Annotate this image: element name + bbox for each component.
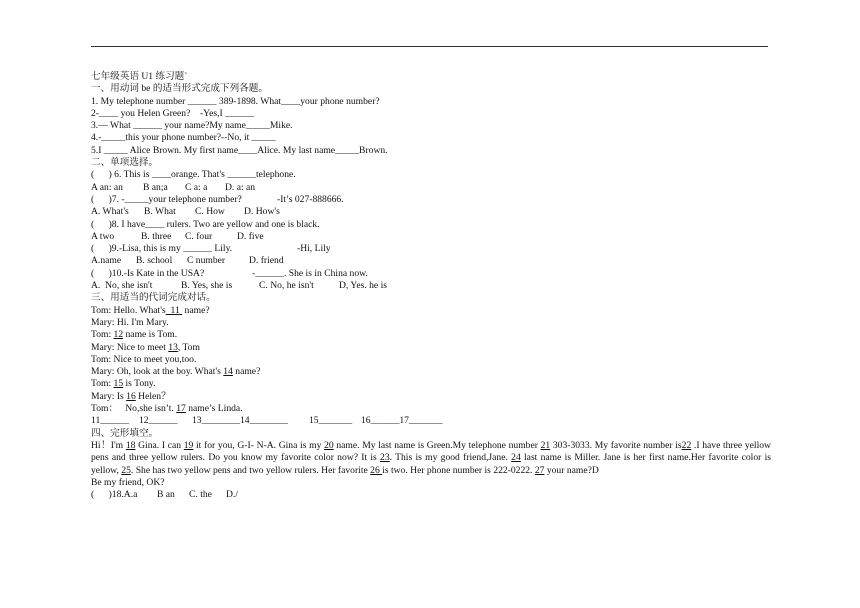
blank-number: 15: [113, 378, 124, 390]
blank-number: 25: [121, 464, 131, 476]
dialog-text: Mary: Oh, look at the boy. What's: [91, 366, 224, 378]
passage-text: your name?D: [544, 464, 599, 476]
answer-blank: 13________14________: [192, 415, 288, 427]
dialog-text: name’s Linda.: [185, 403, 243, 415]
blank-number: 13: [168, 341, 178, 353]
question-4: 4.-_____this your phone number?--No, it _____: [91, 132, 276, 144]
option: B. What: [144, 206, 176, 218]
question-2: 2-____ you Helen Green? -Yes,I ______: [91, 107, 254, 119]
dialog-text: Mary: Nice to meet: [91, 341, 169, 353]
blank-number: 16: [126, 390, 136, 402]
answer-blank: 11______: [91, 415, 130, 427]
option: D. five: [237, 230, 264, 242]
question-7-options: [91, 206, 771, 218]
option: C number: [187, 255, 226, 267]
dialog-line: [91, 391, 771, 403]
question-18-text: ( )18.A.a: [91, 489, 138, 501]
question-1: 1. My telephone number ______ 389-1898. What____your phone number?: [91, 95, 380, 107]
option: B an;a: [143, 181, 168, 193]
option: B. school: [136, 255, 173, 267]
blank-number: 19: [183, 439, 194, 451]
passage-text: .I have three yellow pens and three yellow rulers. Do you know my favorite color now? It is: [91, 439, 771, 464]
blank-label: 11: [170, 304, 180, 316]
question-6-options: [91, 182, 771, 194]
question-9-options: [91, 255, 771, 267]
dialog-text: name is Tom.: [123, 329, 178, 341]
dialog-text: Tom: Hello. What's: [91, 304, 166, 316]
passage-text: . This is my good friend,Jane.: [389, 452, 512, 464]
question-9: [91, 243, 771, 255]
option: C. the: [189, 489, 212, 501]
question-10-options: [91, 280, 771, 292]
dialog-text: Helen？: [135, 390, 171, 402]
answer-blank: 16______17_______: [361, 415, 443, 427]
dialog-line: [91, 366, 771, 378]
dialog-text: , Tom: [177, 341, 200, 353]
passage-text: is two. Her phone number is 222-0222.: [382, 464, 535, 476]
passage-text: 303-3033. My favorite number is: [550, 439, 682, 451]
option: A two: [91, 230, 115, 242]
question-8: ( )8. I have____ rulers. Two are yellow and one is black.: [91, 218, 320, 230]
section-4-heading: 四、完形填空。: [91, 427, 159, 439]
answer-blank: 12______: [139, 415, 178, 427]
question-10: [91, 268, 771, 280]
blank-number: 12: [113, 329, 124, 341]
dialog-text: Tom:: [91, 329, 114, 341]
dialog-text: is Tony.: [123, 378, 156, 390]
blank-number: 18: [125, 439, 136, 451]
question-7: [91, 194, 771, 206]
option: B. three: [141, 230, 172, 242]
question-3: 3.— What ______ your name?My name_____Mike.: [91, 120, 293, 132]
question-10-reply: -______. She is in China now.: [252, 267, 368, 279]
option: D, Yes. he is: [339, 280, 387, 292]
dialog-line: [91, 329, 771, 341]
question-18: [91, 489, 771, 501]
question-7-text: ( )7. -_____your telephone number?: [91, 193, 242, 205]
dialog-line: Mary: Hi. I'm Mary.: [91, 316, 169, 328]
passage-text: Gina. I can: [135, 439, 184, 451]
option: D. How's: [244, 206, 280, 218]
dialog-text: name?: [232, 366, 261, 378]
option: B an: [157, 489, 175, 501]
option: C. No, he isn't: [259, 280, 314, 292]
question-5: 5.I _____ Alice Brown. My first name____Alice. My last name_____Brown.: [91, 144, 388, 156]
cloze-passage: [91, 440, 771, 477]
blank-number: [166, 305, 182, 316]
answer-blank: 15_______: [309, 415, 353, 427]
header-rule: [91, 46, 768, 47]
dialog-text: Mary: Is: [91, 390, 127, 402]
question-10-text: ( )10.-Is Kate in the USA?: [91, 267, 205, 279]
blank-number: 27: [534, 464, 545, 476]
worksheet: [91, 71, 771, 501]
passage-text: it for you, G-I- N-A. Gina is my: [193, 439, 325, 451]
passage-text: . She has two yellow pens and two yellow rulers. Her favorite: [130, 464, 371, 476]
option: D./: [226, 489, 238, 501]
option: A an: an: [91, 181, 123, 193]
blank-number: 22: [681, 439, 692, 451]
option: A.name: [91, 255, 122, 267]
doc-title: 七年级英语 U1 练习题`: [91, 71, 188, 82]
blank-number: 21: [540, 439, 551, 451]
question-6: ( ) 6. This is ____orange. That's ______telephone.: [91, 169, 296, 181]
option: B. Yes, she is: [181, 280, 233, 292]
section-2-heading: 二、单项选择。: [91, 157, 159, 169]
passage-text: Hi！I'm: [91, 439, 126, 451]
passage-text: name. My last name is Green.My telephone number: [333, 439, 541, 451]
dialog-line: [91, 378, 771, 390]
dialog-text: Tom： No,she isn’t.: [91, 403, 177, 415]
passage-text: last name is Miller. Jane is her first name.Her favorite color is yellow,: [91, 452, 771, 476]
option: C. four: [185, 230, 213, 242]
question-9-text: ( )9.-Lisa, this is my ______ Lily.: [91, 243, 233, 255]
option: D. a: an: [225, 181, 256, 193]
blank-number: 24: [511, 452, 521, 464]
blank-number: 14: [223, 366, 233, 378]
blank-number: 20: [324, 439, 334, 451]
dialog-text: Tom:: [91, 378, 114, 390]
option: A. What's: [91, 206, 129, 218]
option: C. How: [195, 206, 225, 218]
blank-number: 23: [380, 452, 390, 464]
dialog-line: [91, 305, 771, 317]
option: C a: a: [185, 181, 208, 193]
question-9-reply: -Hi, Lily: [297, 243, 331, 255]
dialog-line: Tom: Nice to meet you,too.: [91, 353, 197, 365]
dialog-line: [91, 403, 771, 415]
question-8-options: [91, 231, 771, 243]
passage-closing: Be my friend, OK?: [91, 476, 165, 488]
option: A. No, she isn't: [91, 280, 153, 292]
option: D. friend: [249, 255, 284, 267]
section-3-heading: 三、用适当的代词完成对话。: [91, 292, 216, 304]
question-7-reply: -It’s 027-888666.: [277, 193, 344, 205]
dialog-text: name?: [182, 304, 210, 316]
blank-number: 26: [370, 464, 383, 476]
section-1-heading: 一、用动词 be 的适当形式完成下列各题。: [91, 83, 268, 95]
dialog-line: [91, 342, 771, 354]
blank-number: 17: [176, 403, 186, 415]
answer-blanks: [91, 415, 771, 427]
